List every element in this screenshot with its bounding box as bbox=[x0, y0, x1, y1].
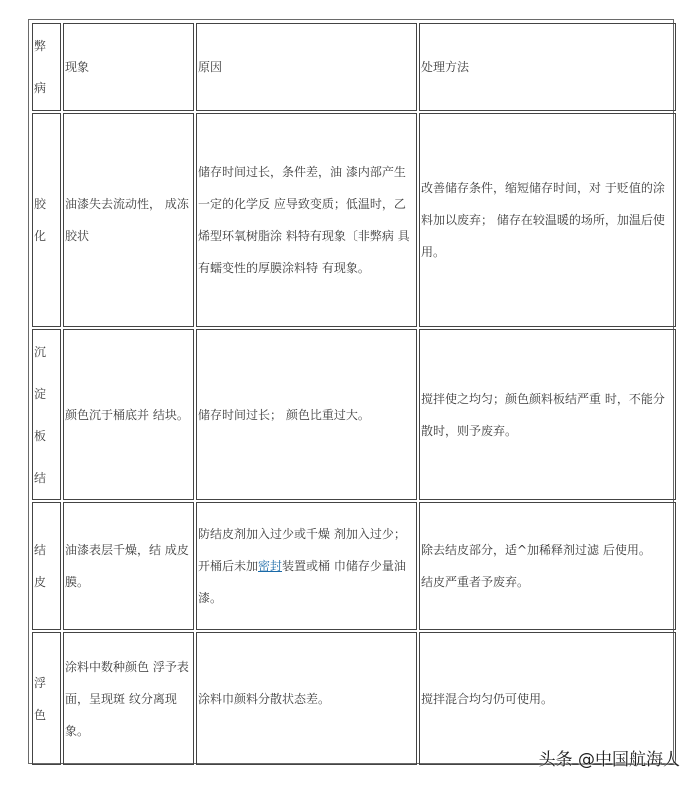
watermark: 头条 @中国航海人 bbox=[538, 750, 680, 770]
treatment-line: 除去结皮部分，适^加稀释剂过滤 后使用。 bbox=[421, 543, 651, 557]
cause-text: 装置或桶 巾储存少量油漆。 bbox=[198, 559, 406, 605]
defect-char: 色 bbox=[34, 707, 47, 722]
defect-char: 化 bbox=[34, 229, 47, 243]
header-defect-char: 病 bbox=[34, 81, 47, 95]
paint-defects-table bbox=[30, 21, 678, 767]
cause-cell: 储存时间过长； 颜色比重过大。 bbox=[196, 329, 417, 500]
header-phenomenon: 现象 bbox=[63, 23, 194, 111]
phenomenon-cell: 油漆失去流动性， 成冻胶状 bbox=[63, 113, 194, 327]
cause-text: 开桶后未加 bbox=[198, 559, 259, 573]
header-treatment: 处理方法 bbox=[419, 23, 676, 111]
defect-char: 沉 bbox=[34, 344, 47, 359]
phenomenon-cell: 油漆表层千燥，结 成皮膜。 bbox=[63, 502, 194, 630]
defect-cell bbox=[32, 329, 61, 500]
treatment-line: 结皮严重者予废弃。 bbox=[421, 575, 530, 589]
defect-char: 结 bbox=[34, 470, 47, 485]
defect-cell bbox=[32, 113, 61, 327]
defect-char: 板 bbox=[34, 428, 47, 443]
defect-cell bbox=[32, 632, 61, 765]
defect-cell bbox=[32, 502, 61, 630]
cause-line: 防结皮剂加入过少或千燥 剂加入过少； bbox=[198, 527, 406, 541]
header-defect-char: 弊 bbox=[34, 39, 47, 53]
defect-char: 胶 bbox=[34, 197, 47, 211]
treatment-cell: 搅拌使之均匀；颜色颜料板结严重 时，不能分散时，则予废弃。 bbox=[419, 329, 676, 500]
table-header-row bbox=[32, 23, 676, 111]
cause-cell bbox=[196, 502, 417, 630]
seal-link[interactable]: 密封 bbox=[258, 559, 283, 573]
cause-cell: 涂料巾颜料分散状态差。 bbox=[196, 632, 417, 765]
defect-char: 浮 bbox=[34, 675, 47, 690]
table-row bbox=[32, 113, 676, 327]
treatment-cell bbox=[419, 502, 676, 630]
header-defect bbox=[32, 23, 61, 111]
treatment-cell: 搅拌混合均匀仍可使用。 bbox=[419, 632, 676, 765]
treatment-cell: 改善储存条件，缩短储存时间，对 于贬值的涂料加以废弃； 储存在较温暖的场所，加温后使用。 bbox=[419, 113, 676, 327]
header-cause: 原因 bbox=[196, 23, 417, 111]
defect-char: 结 bbox=[34, 543, 47, 557]
defect-char: 淀 bbox=[34, 386, 47, 401]
table-row bbox=[32, 502, 676, 630]
phenomenon-cell: 颜色沉于桶底并 结块。 bbox=[63, 329, 194, 500]
paint-defects-table-frame bbox=[28, 19, 674, 764]
defect-char: 皮 bbox=[34, 575, 47, 589]
table-row bbox=[32, 329, 676, 500]
phenomenon-cell: 涂料中数种颜色 浮予表面，呈现斑 纹分离现象。 bbox=[63, 632, 194, 765]
cause-line bbox=[198, 550, 415, 614]
cause-cell: 储存时间过长，条件差，油 漆内部产生一定的化学反 应导致变质；低温时，乙烯型环氧树脂涂 料特有现象〔非弊病 具有蠕变性的厚膜涂料特 有现象。 bbox=[196, 113, 417, 327]
